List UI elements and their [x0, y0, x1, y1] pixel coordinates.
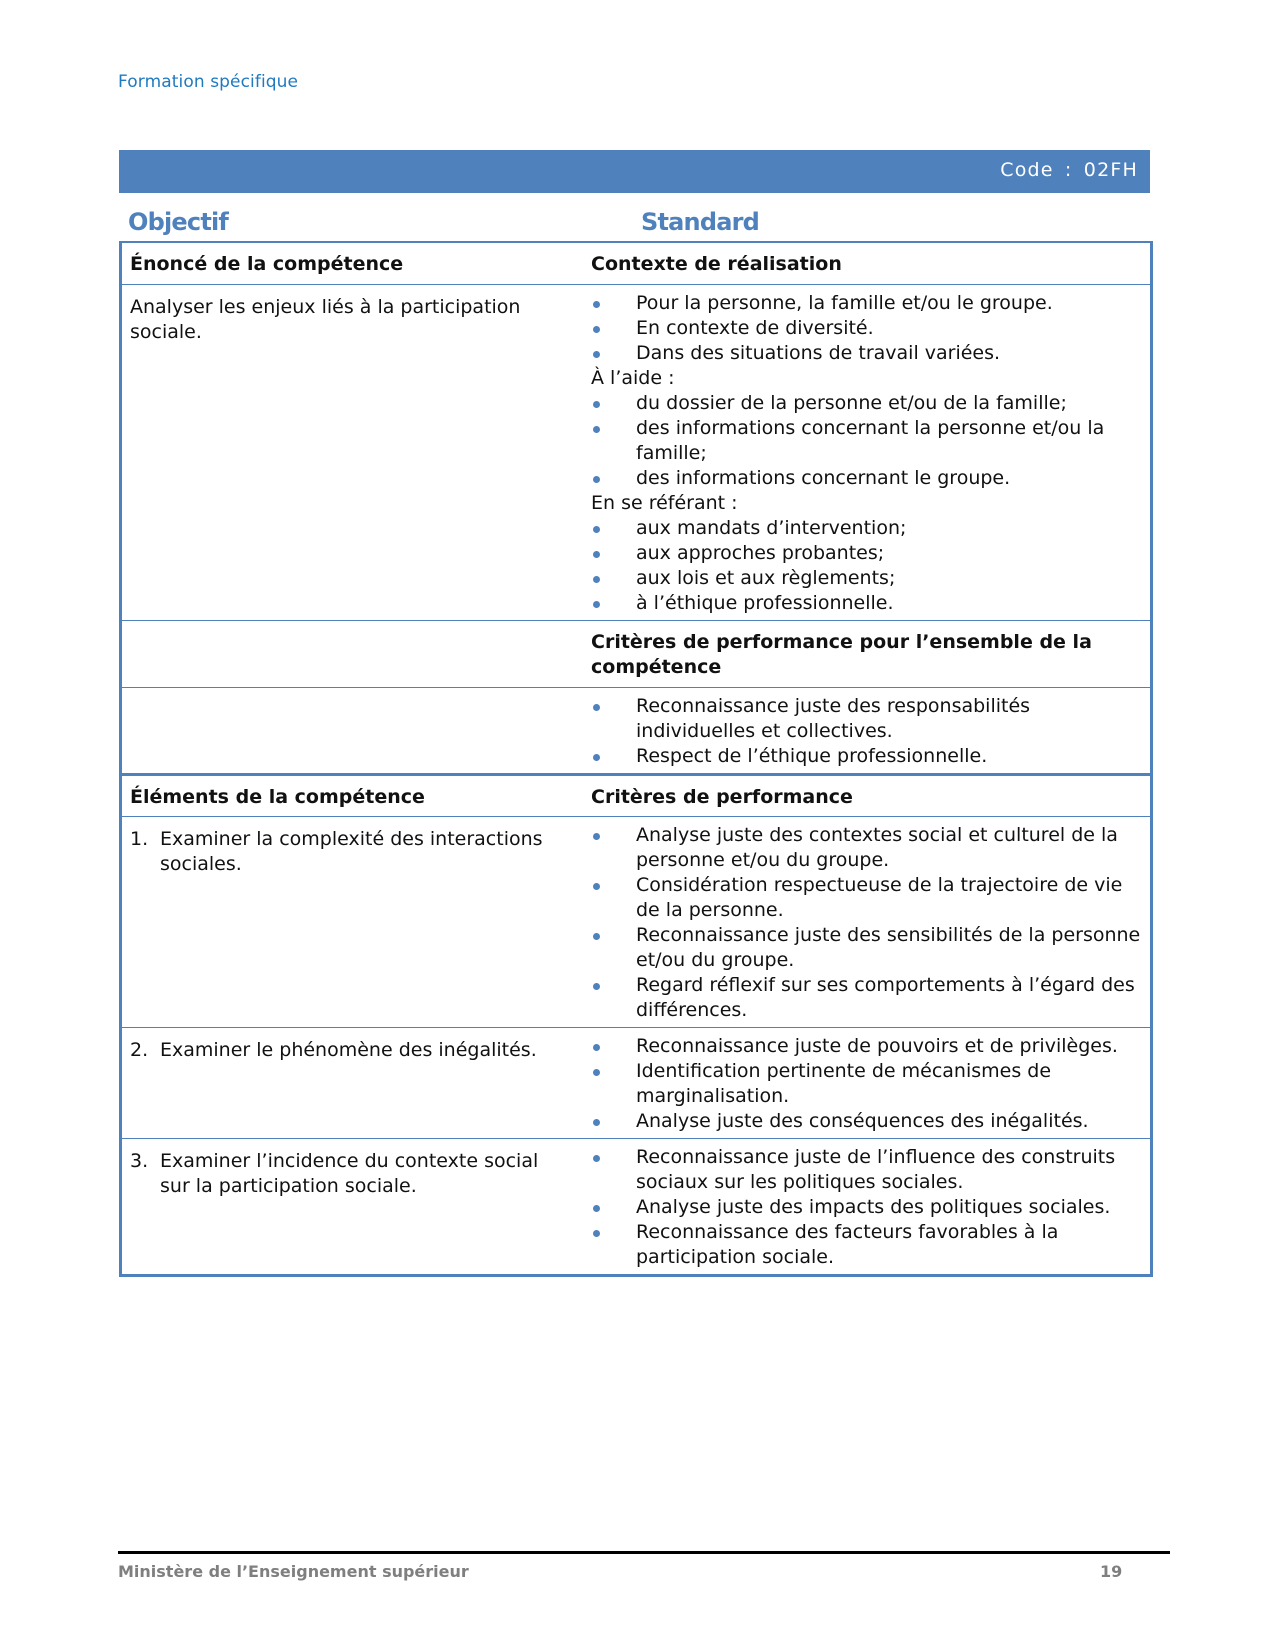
list-item: aux approches probantes; — [591, 541, 1142, 566]
contexte-header: Contexte de réalisation — [581, 242, 1152, 284]
aide-label: À l’aide : — [591, 366, 675, 389]
list-item: des informations concernant la personne et/ou la famille; — [591, 416, 1142, 466]
list-item: Respect de l’éthique professionnelle. — [591, 744, 1142, 769]
list-item: Reconnaissance juste de pouvoirs et de privilèges. — [591, 1034, 1142, 1059]
list-item: à l’éthique professionnelle. — [591, 591, 1142, 616]
footer-ministry: Ministère de l’Enseignement supérieur — [118, 1562, 469, 1581]
enonce-header: Énoncé de la compétence — [121, 242, 582, 284]
list-item: Reconnaissance des facteurs favorables à la participation sociale. — [591, 1220, 1142, 1270]
competency-table — [119, 241, 1153, 1277]
contexte-list-1 — [591, 291, 1142, 366]
section-labels — [128, 208, 1148, 238]
table-row — [121, 620, 1152, 687]
list-item: aux mandats d’intervention; — [591, 516, 1142, 541]
referant-label: En se référant : — [591, 491, 738, 514]
list-item: Reconnaissance juste des sensibilités de la personne et/ou du groupe. — [591, 923, 1142, 973]
criteres-cell — [581, 816, 1152, 1027]
list-item: aux lois et aux règlements; — [591, 566, 1142, 591]
table-row — [121, 1027, 1152, 1138]
list-item: Considération respectueuse de la trajectoire de vie de la personne. — [591, 873, 1142, 923]
list-item: Regard réflexif sur ses comportements à l’égard des différences. — [591, 973, 1142, 1023]
list-item: Identification pertinente de mécanismes de marginalisation. — [591, 1059, 1142, 1109]
list-item: En contexte de diversité. — [591, 316, 1142, 341]
running-head: Formation spécifique — [118, 72, 299, 92]
competency-code — [1000, 159, 1138, 181]
list-item: Analyse juste des impacts des politiques sociales. — [591, 1195, 1142, 1220]
criteres-cell — [581, 1138, 1152, 1275]
table-row — [121, 1138, 1152, 1275]
criteres-ensemble-cell — [581, 687, 1152, 774]
objectif-heading: Objectif — [128, 208, 229, 236]
elements-header-row — [121, 774, 1152, 816]
list-item: des informations concernant le groupe. — [591, 466, 1142, 491]
contexte-list-3 — [591, 516, 1142, 616]
table-row — [121, 816, 1152, 1027]
contexte-list-2 — [591, 391, 1142, 491]
criteres-header: Critères de performance — [581, 774, 1152, 816]
enonce-cell: Analyser les enjeux liés à la participation sociale. — [121, 284, 582, 620]
table-row — [121, 687, 1152, 774]
contexte-cell — [581, 284, 1152, 620]
code-bar — [119, 150, 1150, 193]
list-item: du dossier de la personne et/ou de la famille; — [591, 391, 1142, 416]
standard-heading: Standard — [641, 208, 760, 236]
elements-header: Éléments de la compétence — [121, 774, 582, 816]
list-item: Reconnaissance juste de l’influence des construits sociaux sur les politiques sociales. — [591, 1145, 1142, 1195]
list-item: Pour la personne, la famille et/ou le groupe. — [591, 291, 1142, 316]
element-cell — [121, 1138, 582, 1275]
criteres-cell — [581, 1027, 1152, 1138]
list-item: Analyse juste des conséquences des inégalités. — [591, 1109, 1142, 1134]
page-number: 19 — [1100, 1562, 1123, 1581]
element-item: 1. Examiner la complexité des interactions sociales. — [130, 827, 543, 875]
code-value: 02FH — [1083, 159, 1138, 181]
table-header-row — [121, 242, 1152, 284]
element-cell — [121, 1027, 582, 1138]
list-item: Reconnaissance juste des responsabilités individuelles et collectives. — [591, 694, 1142, 744]
element-item: 3. Examiner l’incidence du contexte social sur la participation sociale. — [130, 1149, 539, 1197]
criteres-ensemble-header: Critères de performance pour l’ensemble de la compétence — [581, 620, 1152, 687]
list-item: Analyse juste des contextes social et culturel de la personne et/ou du groupe. — [591, 823, 1142, 873]
empty-cell — [121, 687, 582, 774]
criteres-ensemble-list — [591, 694, 1142, 769]
element-cell — [121, 816, 582, 1027]
empty-cell — [121, 620, 582, 687]
table-row — [121, 284, 1152, 620]
list-item: Dans des situations de travail variées. — [591, 341, 1142, 366]
footer-rule — [118, 1551, 1170, 1554]
code-label: Code : — [1000, 159, 1073, 181]
element-item: 2. Examiner le phénomène des inégalités. — [130, 1038, 537, 1061]
